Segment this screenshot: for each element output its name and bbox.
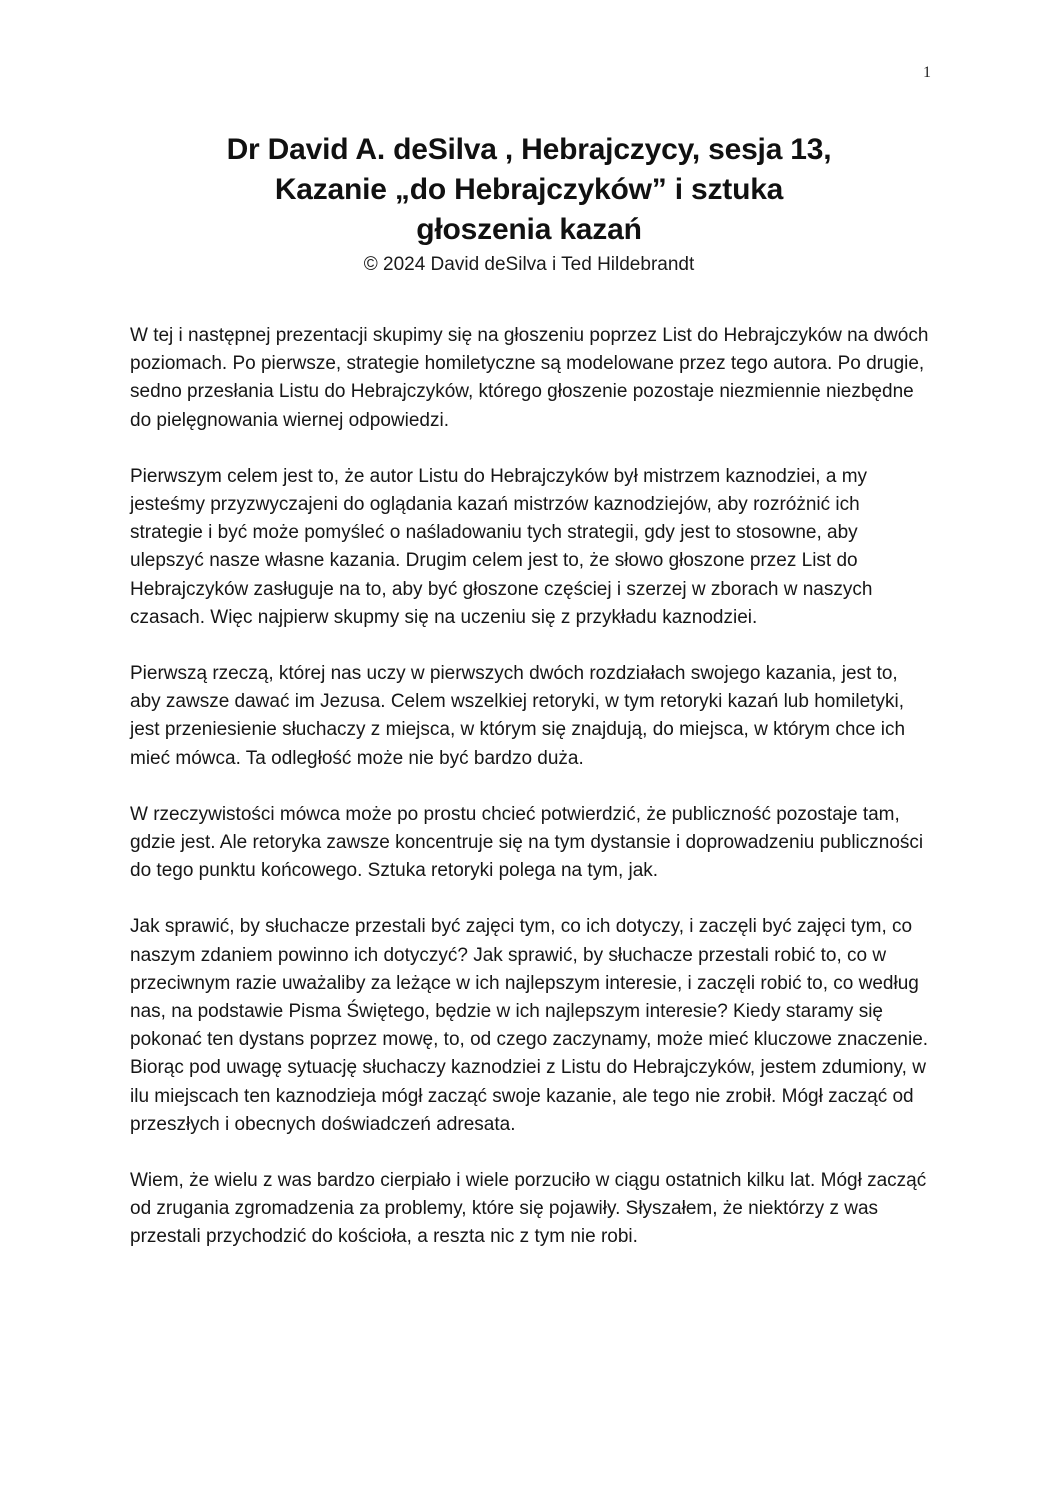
page-number: 1: [923, 64, 931, 81]
paragraph-4: W rzeczywistości mówca może po prostu chcieć potwierdzić, że publiczność pozostaje tam, gdzie jest. Ale retoryka zawsze koncentruje się na tym dystansie i doprowadzeniu publiczności do tego punktu końcowego. Sztuka retoryki polega na tym, jak.: [130, 803, 924, 882]
document-body: [130, 322, 930, 1280]
document-title-line-3: głoszenia kazań: [416, 213, 642, 246]
paragraph-6: Wiem, że wielu z was bardzo cierpiało i wiele porzuciło w ciągu ostatnich kilku lat. Mógł zacząć od zrugania zgromadzenia za problemy, które się pojawiły. Słyszałem, że niektórzy z was przestali przychodzić do kościoła, a reszta nic z tym nie robi.: [130, 1170, 927, 1248]
paragraph-5: Jak sprawić, by słuchacze przestali być zajęci tym, co ich dotyczy, i zaczęli być zajęci tym, co naszym zdaniem powinno ich dotyczyć? Jak sprawić, by słuchacze przestali robić to, co w przeciwnym razie uważaliby za leżące w ich najlepszym interesie, i zaczęli robić to, co według nas, na podstawie Pisma Świętego, będzie w ich najlepszym interesie? Kiedy staramy się pokonać ten dystans poprzez mowę, to, od czego zaczynamy, może mieć kluczowe znaczenie. Biorąc pod uwagę sytuację słuchaczy kaznodziei z Listu do Hebrajczyków, jestem zdumiony, w ilu miejscach ten kaznodzieja mógł zacząć swoje kazanie, ale tego nie zrobił. Mógł zacząć od przeszłych i obecnych doświadczeń adresata.: [130, 916, 929, 1135]
document-title-line-2: Kazanie „do Hebrajczyków” i sztuka: [274, 173, 784, 206]
document-title-line-1: Dr David A. deSilva , Hebrajczycy, sesja 13,: [226, 133, 832, 166]
copyright-notice: © 2024 David deSilva i Ted Hildebrandt: [363, 254, 695, 275]
paragraph-2: Pierwszym celem jest to, że autor Listu do Hebrajczyków był mistrzem kaznodziei, a my jesteśmy przyzwyczajeni do oglądania kazań mistrzów kaznodziejów, aby rozróżnić ich strategie i być może pomyśleć o naśladowaniu tych strategii, gdy jest to stosowne, aby ulepszyć nasze własne kazania. Drugim celem jest to, że słowo głoszone przez List do Hebrajczyków zasługuje na to, aby być głoszone częściej i szerzej w zborach w naszych czasach. Więc najpierw skupmy się na uczeniu się z przykładu kaznodziei.: [130, 465, 873, 628]
paragraph-1: W tej i następnej prezentacji skupimy się na głoszeniu poprzez List do Hebrajczyków na dwóch poziomach. Po pierwsze, strategie homiletyczne są modelowane przez tego autora. Po drugie, sedno przesłania Listu do Hebrajczyków, którego głoszenie pozostaje niezmiennie niezbędne do pielęgnowania wiernej odpowiedzi.: [130, 325, 929, 431]
paragraph-3: Pierwszą rzeczą, której nas uczy w pierwszych dwóch rozdziałach swojego kazania, jest to, aby zawsze dawać im Jezusa. Celem wszelkiej retoryki, w tym retoryki kazań lub homiletyki, jest przeniesienie słuchaczy z miejsca, w którym się znajdują, do miejsca, w którym chce ich mieć mówca. Ta odległość może nie być bardzo duża.: [130, 663, 906, 769]
title-block: [130, 130, 928, 278]
